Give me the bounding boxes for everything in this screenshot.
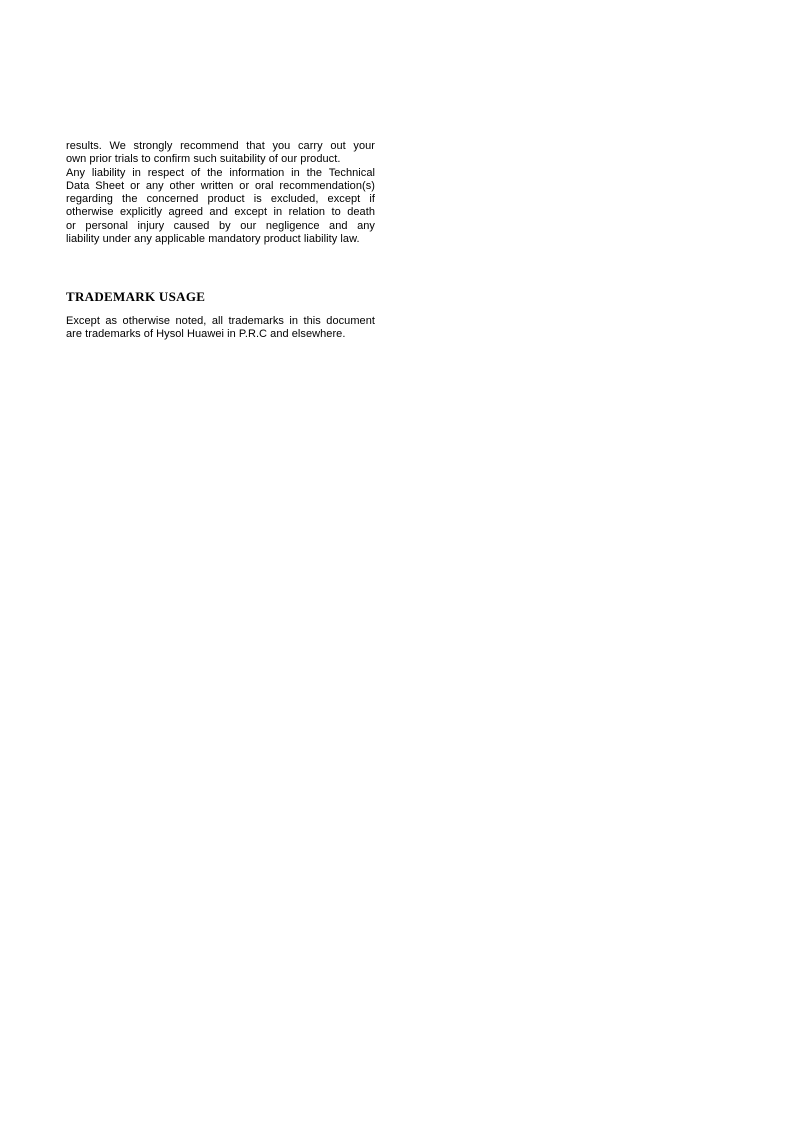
trademark-paragraph xyxy=(66,315,375,342)
trademark-usage-heading: TRADEMARK USAGE xyxy=(66,289,206,304)
disclaimer-line: liability under any applicable mandatory product liability law. xyxy=(66,233,360,246)
disclaimer-line: Data Sheet or any other written or oral recommendation(s) xyxy=(66,179,375,192)
disclaimer-line: otherwise explicitly agreed and except in relation to death xyxy=(66,206,375,219)
trademark-line: are trademarks of Hysol Huawei in P.R.C and elsewhere. xyxy=(66,328,346,341)
disclaimer-line: own prior trials to confirm such suitability of our product. xyxy=(66,153,341,166)
disclaimer-line: or personal injury caused by our negligence and any xyxy=(66,219,375,232)
disclaimer-line: regarding the concerned product is excluded, except if xyxy=(66,193,375,206)
trademark-line: Except as otherwise noted, all trademarks in this document xyxy=(66,315,375,327)
disclaimer-line: Any liability in respect of the information in the Technical xyxy=(66,166,375,179)
disclaimer-paragraphs xyxy=(66,140,375,246)
disclaimer-line: results. We strongly recommend that you carry out your xyxy=(66,140,375,152)
